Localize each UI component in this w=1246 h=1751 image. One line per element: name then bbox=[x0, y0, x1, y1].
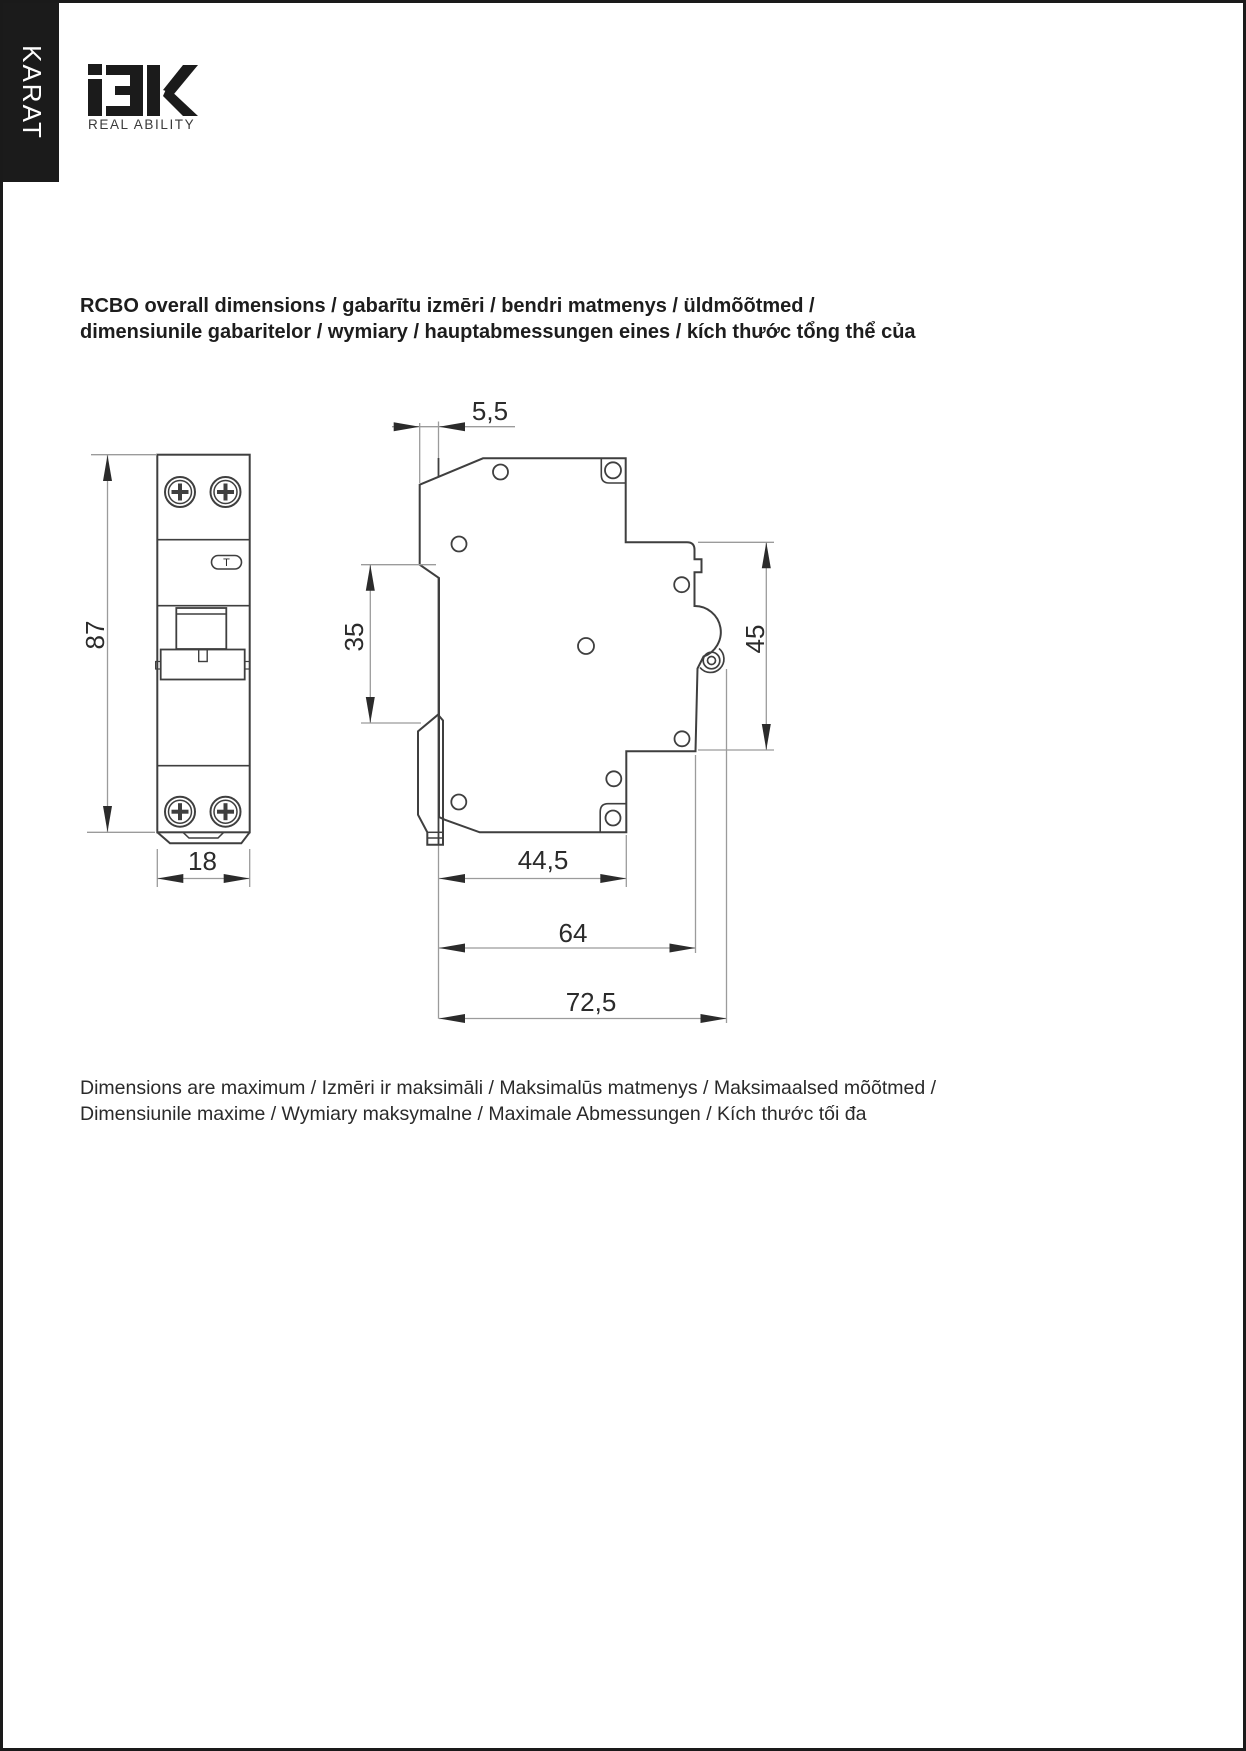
dim-din-offset-label: 5,5 bbox=[471, 396, 509, 426]
dimensions-note-line2: Dimensiunile maxime / Wymiary maksymalne / Maximale Abmessungen / Kích thước tối đa bbox=[80, 1103, 867, 1125]
dim-front-depth-label: 44,5 bbox=[517, 845, 569, 875]
karat-series-label: KARAT bbox=[16, 45, 47, 140]
dim-body-depth-label: 64 bbox=[558, 918, 588, 948]
dim-din-height-label: 45 bbox=[740, 624, 770, 654]
page-title-line2: dimensiunile gabaritelor / wymiary / hauptabmessungen eines / kích thước tổng thể của bbox=[80, 321, 916, 343]
breaker-body-side bbox=[420, 458, 721, 832]
dimensions-note bbox=[80, 1075, 1130, 1127]
front-view bbox=[156, 455, 250, 844]
dim-recess-label: 35 bbox=[339, 622, 369, 652]
dimension-drawing bbox=[3, 3, 823, 1043]
dim-height-label: 87 bbox=[80, 620, 110, 650]
brand-tagline: REAL ABILITY bbox=[88, 117, 196, 132]
dim-total-depth-label: 72,5 bbox=[565, 987, 617, 1017]
page-title-line1: RCBO overall dimensions / gabarītu izmēri / bendri matmenys / üldmõõtmed / bbox=[80, 295, 815, 317]
test-button-label: T bbox=[223, 557, 230, 569]
dim-width-label: 18 bbox=[188, 846, 217, 876]
breaker-body-front bbox=[157, 455, 249, 833]
dimensions-note-line1: Dimensions are maximum / Izmēri ir maksimāli / Maksimalūs matmenys / Maksimaalsed mõõtmed / bbox=[80, 1077, 937, 1099]
